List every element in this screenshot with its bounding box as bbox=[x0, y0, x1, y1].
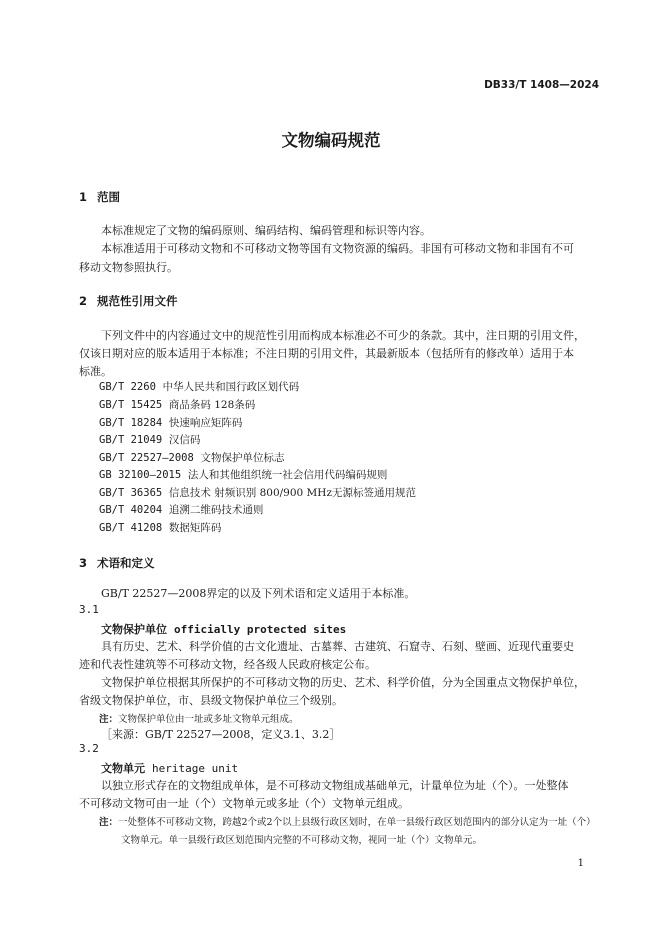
section-number: 1 bbox=[79, 190, 88, 204]
reference-code: GB/T 22527—2008 bbox=[99, 452, 194, 464]
term-chinese: 文物保护单位 bbox=[101, 623, 167, 636]
reference-code: GB/T 41208 bbox=[99, 522, 163, 534]
reference-name: 信息技术 射频识别 800/900 MHz无源标签通用规范 bbox=[168, 487, 416, 499]
scope-paragraph-2-line-1: 本标准适用于可移动文物和不可移动文物等国有文物资源的编码。非国有可移动文物和非国有不可 bbox=[101, 242, 574, 255]
terms-intro: GB/T 22527—2008界定的以及下列术语和定义适用于本标准。 bbox=[101, 587, 416, 600]
term-title bbox=[101, 621, 346, 637]
page-number: 1 bbox=[577, 858, 584, 869]
term-definition-line-2: 迹和代表性建筑等不可移动文物，经各级人民政府核定公布。 bbox=[79, 658, 376, 671]
references-paragraph-line-2: 仅该日期对应的版本适用于本标准；不注日期的引用文件，其最新版本（包括所有的修改单）适用于本 bbox=[79, 347, 574, 360]
term-note bbox=[99, 711, 299, 725]
reference-item bbox=[99, 485, 416, 500]
term-note-line-1 bbox=[99, 814, 596, 828]
reference-code: GB/T 18284 bbox=[99, 417, 163, 429]
section-3-heading bbox=[79, 555, 155, 571]
section-1-heading bbox=[79, 189, 120, 205]
reference-name: 法人和其他组织统一社会信用代码编码规则 bbox=[187, 469, 388, 481]
term-definition-line-1: 以独立形式存在的文物组成单体，是不可移动文物组成基础单元，计量单位为址（个）。一处整体 bbox=[101, 779, 569, 792]
section-title: 术语和定义 bbox=[97, 556, 155, 570]
term-paragraph-line-1: 文物保护单位根据其所保护的不可移动文物的历史、艺术、科学价值，分为全国重点文物保护单位， bbox=[101, 676, 585, 689]
term-definition-line-1: 具有历史、艺术、科学价值的古文化遗址、古墓葬、古建筑、石窟寺、石刻、壁画、近现代重要史 bbox=[101, 640, 574, 653]
term-number: 3.1 bbox=[79, 603, 99, 616]
note-text: 文物保护单位由一址或多址文物单元组成。 bbox=[118, 714, 299, 725]
reference-code: GB/T 2260 bbox=[99, 381, 156, 393]
reference-item bbox=[99, 415, 242, 430]
reference-code: GB/T 40204 bbox=[99, 504, 163, 516]
reference-item bbox=[99, 397, 255, 412]
term-chinese: 文物单元 bbox=[101, 762, 145, 775]
reference-item bbox=[99, 432, 200, 447]
reference-name: 追溯二维码技术通则 bbox=[168, 504, 264, 516]
page-title: 文物编码规范 bbox=[281, 131, 381, 150]
section-2-heading bbox=[79, 293, 178, 309]
reference-item bbox=[99, 450, 285, 465]
reference-name: 中华人民共和国行政区划代码 bbox=[162, 381, 300, 393]
section-number: 2 bbox=[79, 294, 88, 308]
reference-item bbox=[99, 379, 299, 394]
reference-code: GB/T 36365 bbox=[99, 487, 163, 499]
section-title: 范围 bbox=[97, 190, 120, 204]
term-definition-line-2: 不可移动文物可由一址（个）文物单元或多址（个）文物单元组成。 bbox=[79, 797, 409, 810]
note-label: 注： bbox=[99, 714, 119, 725]
reference-code: GB/T 15425 bbox=[99, 399, 163, 411]
section-number: 3 bbox=[79, 556, 88, 570]
reference-item bbox=[99, 520, 221, 535]
note-label: 注： bbox=[99, 817, 119, 828]
section-title: 规范性引用文件 bbox=[97, 294, 178, 308]
scope-paragraph-2-line-2: 移动文物参照执行。 bbox=[79, 261, 178, 274]
term-english: officially protected sites bbox=[174, 623, 347, 636]
note-text: 一处整体不可移动文物，跨越2个或2个以上县级行政区划时，在单一县级行政区划范围内的部分认定为一址（个） bbox=[118, 817, 596, 828]
reference-code: GB 32100—2015 bbox=[99, 469, 182, 481]
references-paragraph-line-3: 标准。 bbox=[79, 365, 112, 378]
scope-paragraph-1: 本标准规定了文物的编码原则、编码结构、编码管理和标识等内容。 bbox=[101, 224, 431, 237]
term-source: ［来源：GB/T 22527—2008，定义3.1、3.2］ bbox=[101, 728, 341, 741]
reference-item bbox=[99, 467, 387, 482]
references-paragraph-line-1: 下列文件中的内容通过文中的规范性引用而构成本标准必不可少的条款。其中，注日期的引用文件， bbox=[101, 329, 585, 342]
reference-name: 汉信码 bbox=[168, 434, 201, 446]
term-note-line-2: 文物单元。单一县级行政区划范围内完整的不可移动文物，视同一址（个）文物单元。 bbox=[121, 835, 483, 846]
reference-name: 商品条码 128条码 bbox=[168, 399, 256, 411]
reference-name: 快速响应矩阵码 bbox=[168, 417, 243, 429]
reference-name: 数据矩阵码 bbox=[168, 522, 222, 534]
reference-code: GB/T 21049 bbox=[99, 434, 163, 446]
reference-item bbox=[99, 502, 263, 517]
term-title bbox=[101, 760, 238, 776]
term-paragraph-line-2: 省级文物保护单位，市、县级文物保护单位三个级别。 bbox=[79, 694, 343, 707]
term-number: 3.2 bbox=[79, 742, 99, 755]
document-id: DB33/T 1408—2024 bbox=[484, 79, 599, 91]
term-english: heritage unit bbox=[152, 762, 239, 775]
reference-name: 文物保护单位标志 bbox=[200, 452, 285, 464]
